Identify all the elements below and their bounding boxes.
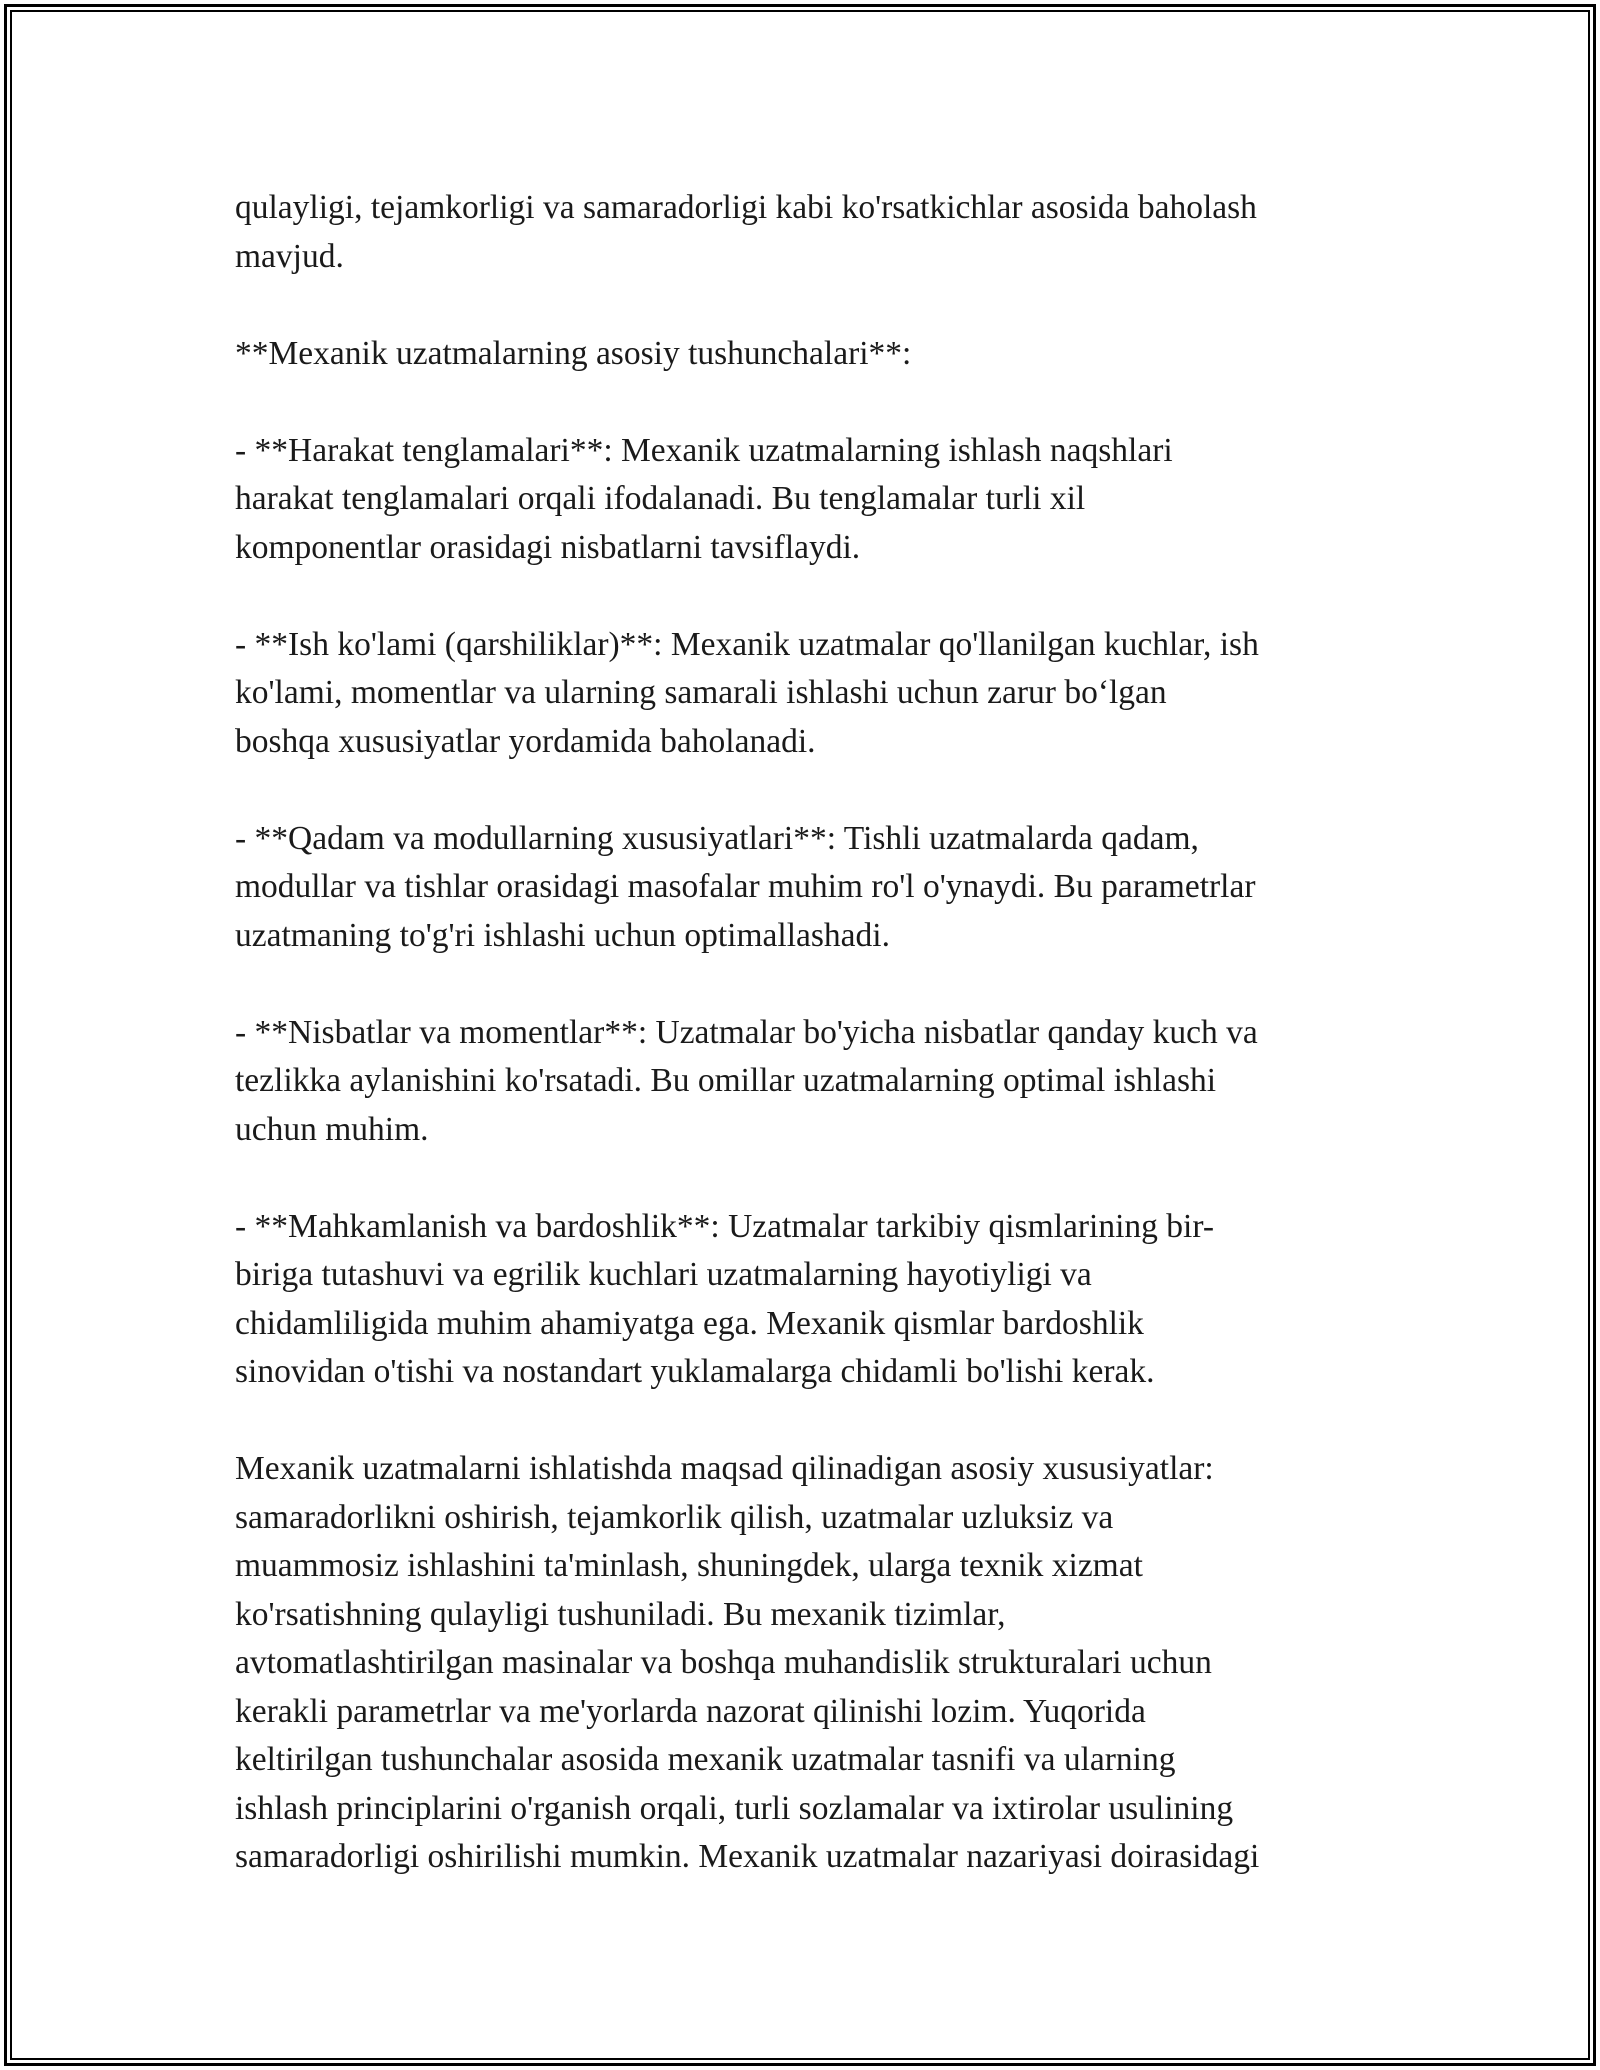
section-heading-basic-concepts: **Mexanik uzatmalarning asosiy tushunchalari**: bbox=[235, 334, 912, 372]
paragraph-intro-continuation: qulayligi, tejamkorligi va samaradorligi kabi ko'rsatkichlar asosida baholash mavjud. bbox=[235, 189, 1257, 275]
list-item-pitch-modules: - **Qadam va modullarning xususiyatlari**: Tishli uzatmalarda qadam, modullar va tishlar orasidagi masofalar muhim ro'l o'ynaydi. Bu parametrlar uzatmaning to'g'ri ishlashi uchun optimallashadi. bbox=[235, 819, 1256, 954]
list-item-fastening-durability: - **Mahkamlanish va bardoshlik**: Uzatmalar tarkibiy qismlarining bir- biriga tutashuvi va egrilik kuchlari uzatmalarning hayotiyligi va chidamliligida muhim ahamiyatga ega. Mexanik qismlar bardoshlik sinovidan o'tishi va nostandart yuklamalarga chidamli bo'lishi kerak. bbox=[235, 1207, 1214, 1390]
list-item-work-scope: - **Ish ko'lami (qarshiliklar)**: Mexanik uzatmalar qo'llanilgan kuchlar, ish ko'lami, momentlar va ularning samarali ishlashi uchun zarur bo‘lgan boshqa xususiyatlar yordamida baholanadi. bbox=[235, 625, 1259, 760]
list-item-ratios-moments: - **Nisbatlar va momentlar**: Uzatmalar bo'yicha nisbatlar qanday kuch va tezlikka aylanishini ko'rsatadi. Bu omillar uzatmalarning optimal ishlashi uchun muhim. bbox=[235, 1013, 1258, 1148]
list-item-motion-equations: - **Harakat tenglamalari**: Mexanik uzatmalarning ishlash naqshlari harakat tenglamalari orqali ifodalanadi. Bu tenglamalar turli xil komponentlar orasidagi nisbatlarni tavsiflaydi. bbox=[235, 431, 1173, 566]
document-body bbox=[235, 184, 1370, 1882]
paragraph-conclusion: Mexanik uzatmalarni ishlatishda maqsad qilinadigan asosiy xususiyatlar: samaradorlikni oshirish, tejamkorlik qilish, uzatmalar uzluksiz va muammosiz ishlashini ta'minlash, shuningdek, ularga texnik xizmat ko'rsatishning qulayligi tushuniladi. Bu mexanik tizimlar, avtomatlashtirilgan masinalar va boshqa muhandislik strukturalari uchun kerakli parametrlar va me'yorlarda nazorat qilinishi lozim. Yuqorida keltirilgan tushunchalar asosida mexanik uzatmalar tasnifi va ularning ishlash principlarini o'rganish orqali, turli sozlamalar va ixtirolar usulining samaradorligi oshirilishi mumkin. Mexanik uzatmalar nazariyasi doirasidagi bbox=[235, 1450, 1260, 1875]
